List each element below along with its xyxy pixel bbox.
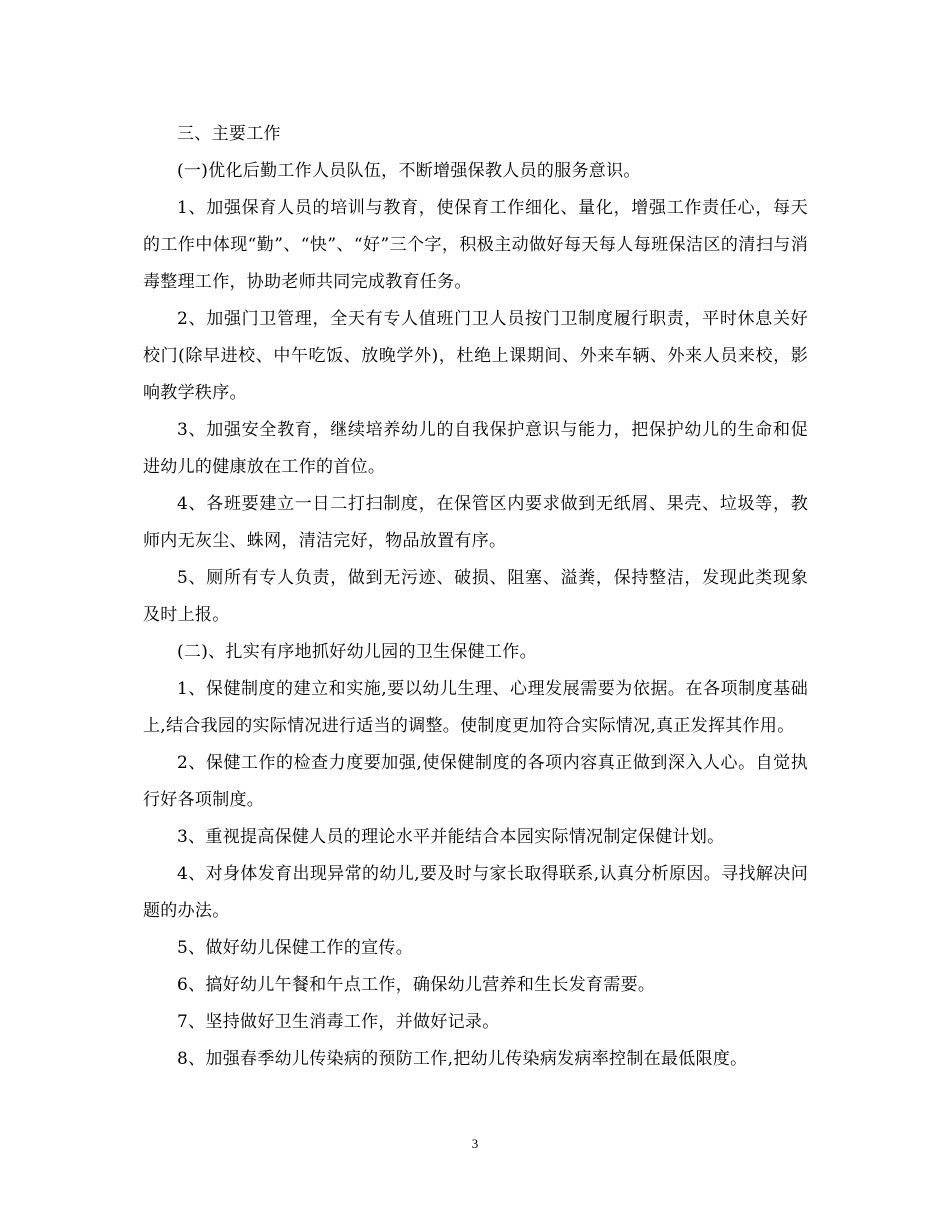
paragraph-item: 1、加强保育人员的培训与教育，使保育工作细化、量化，增强工作责任心，每天的工作中体现“勤”、“快”、“好”三个字，积极主动做好每天每人每班保洁区的清扫与消毒整理工作，协助老师共同完成教育任务。 <box>143 198 808 292</box>
paragraph-item: 1、保健制度的建立和实施,要以幼儿生理、心理发展需要为依据。在各项制度基础上,结合我园的实际情况进行适当的调整。使制度更加符合实际情况,真正发挥其作用。 <box>143 679 808 736</box>
paragraph-item: 4、各班要建立一日二打扫制度，在保管区内要求做到无纸屑、果壳、垃圾等，教师内无灰尘、蛛网，清洁完好，物品放置有序。 <box>143 494 808 551</box>
paragraph-item: 3、重视提高保健人员的理论水平并能结合本园实际情况制定保健计划。 <box>177 827 725 847</box>
section-heading: 三、主要工作 <box>177 124 281 144</box>
paragraph-item: 4、对身体发育出现异常的幼儿,要及时与家长取得联系,认真分析原因。寻找解决问题的办法。 <box>143 864 808 921</box>
page-number: 3 <box>471 1136 479 1151</box>
paragraph-item: 6、搞好幼儿午餐和午点工作，确保幼儿营养和生长发育需要。 <box>177 975 656 995</box>
subsection-heading-1: (一)优化后勤工作人员队伍，不断增强保教人员的服务意识。 <box>177 161 641 181</box>
paragraph-item: 8、加强春季幼儿传染病的预防工作,把幼儿传染病发病率控制在最低限度。 <box>177 1049 748 1069</box>
paragraph-item: 2、保健工作的检查力度要加强,使保健制度的各项内容真正做到深入人心。自觉执行好各项制度。 <box>143 753 808 810</box>
paragraph-item: 7、坚持做好卫生消毒工作，并做好记录。 <box>177 1012 500 1032</box>
paragraph-item: 3、加强安全教育，继续培养幼儿的自我保护意识与能力，把保护幼儿的生命和促进幼儿的健康放在工作的首位。 <box>143 420 808 477</box>
paragraph-item: 5、厕所有专人负责，做到无污迹、破损、阻塞、溢粪，保持整洁，发现此类现象及时上报。 <box>143 568 808 625</box>
subsection-heading-2: (二)、扎实有序地抓好幼儿园的卫生保健工作。 <box>177 642 537 662</box>
paragraph-item: 5、做好幼儿保健工作的宣传。 <box>177 938 414 958</box>
document-body <box>143 116 808 1078</box>
paragraph-item: 2、加强门卫管理，全天有专人值班门卫人员按门卫制度履行职责，平时休息关好校门(除早进校、中午吃饭、放晚学外)，杜绝上课期间、外来车辆、外来人员来校，影响教学秩序。 <box>143 309 808 403</box>
